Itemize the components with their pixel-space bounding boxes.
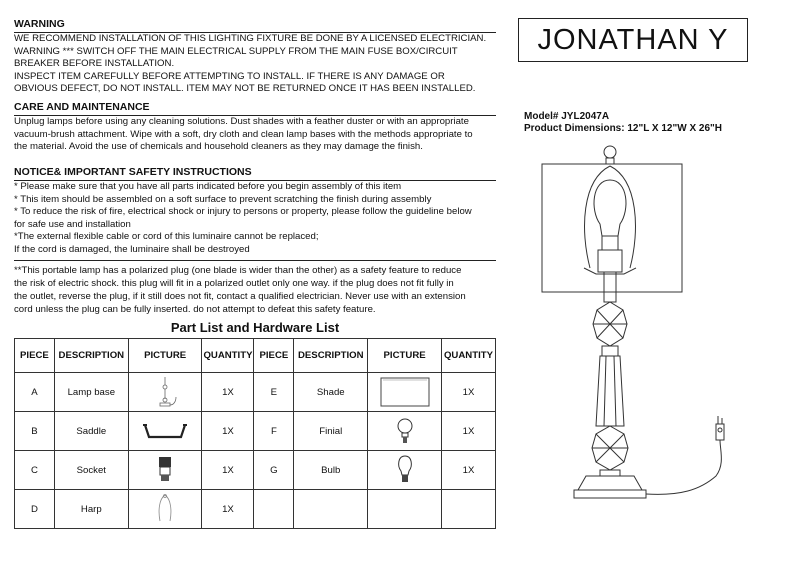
table-row [15,490,496,529]
care-line: vacuum-brush attachment. Wipe with a soft, dry cloth and clean lamp bases with the methods appropriate to [14,128,473,140]
col-header: DESCRIPTION [294,339,368,373]
plug-line: cord unless the plug can be fully inserted. do not attempt to defeat this safety feature. [14,304,376,316]
product-dimensions: Product Dimensions: 12"L X 12"W X 26"H [524,123,722,134]
warning-line: OBVIOUS DEFECT, DO NOT INSTALL. ITEM MAY NOT BE RETURNED ONCE IT HAS BEEN INSTALLED. [14,83,476,95]
table-header-row [15,339,496,373]
parts-table [14,338,496,529]
lamp-base-icon [150,375,180,409]
finial-icon [395,416,415,446]
picture-cell [368,490,442,529]
table-row [15,373,496,412]
picture-cell [128,412,202,451]
picture-cell [128,451,202,490]
description-cell: Saddle [54,412,128,451]
quantity-cell: 1X [202,451,254,490]
quantity-cell: 1X [202,373,254,412]
piece-cell: F [254,412,294,451]
warning-line: WE RECOMMEND INSTALLATION OF THIS LIGHTING FIXTURE BE DONE BY A LICENSED ELECTRICIAN. [14,33,487,44]
quantity-cell [441,490,495,529]
piece-cell [254,490,294,529]
bulb-icon [395,454,415,486]
table-row [15,451,496,490]
notice-line: * To reduce the risk of fire, electrical shock or injury to persons or property, please follow the guideline below [14,206,472,218]
picture-cell [128,490,202,529]
shade-icon [377,375,433,409]
care-section [14,101,496,154]
picture-cell [368,412,442,451]
plug-line: the outlet, reverse the plug, if it still does not fit, contact a qualified electrician. Never use with an extension [14,290,466,302]
col-header: QUANTITY [202,339,254,373]
warning-section [14,18,496,96]
quantity-cell: 1X [441,412,495,451]
lamp-illustration [520,140,760,510]
piece-cell: G [254,451,294,490]
description-cell [294,490,368,529]
model-info [524,111,722,135]
warning-heading: WARNING [14,18,496,33]
description-cell: Lamp base [54,373,128,412]
notice-line: If the cord is damaged, the luminaire shall be destroyed [14,243,250,255]
quantity-cell: 1X [202,490,254,529]
notice-line: *The external flexible cable or cord of this luminaire cannot be replaced; [14,231,319,243]
notice-section [14,166,496,316]
description-cell: Bulb [294,451,368,490]
harp-icon [155,493,175,525]
notice-line: * This item should be assembled on a soft surface to prevent scratching the finish during assembly [14,193,432,205]
picture-cell [368,451,442,490]
col-header: PIECE [15,339,55,373]
description-cell: Harp [54,490,128,529]
notice-line: for safe use and installation [14,218,131,230]
parts-table-title: Part List and Hardware List [170,320,340,335]
table-row [15,412,496,451]
plug-line: **This portable lamp has a polarized plug (one blade is wider than the other) as a safety feature to reduce [14,264,462,276]
quantity-cell: 1X [202,412,254,451]
socket-icon [155,455,175,485]
col-header: PIECE [254,339,294,373]
warning-line: WARNING *** SWITCH OFF THE MAIN ELECTRICAL SUPPLY FROM THE MAIN FUSE BOX/CIRCUIT [14,45,458,57]
saddle-icon [139,419,191,443]
piece-cell: B [15,412,55,451]
col-header: DESCRIPTION [54,339,128,373]
col-header: PICTURE [368,339,442,373]
brand-logo: JONATHAN Y [518,18,748,62]
picture-cell [128,373,202,412]
piece-cell: D [15,490,55,529]
description-cell: Finial [294,412,368,451]
piece-cell: C [15,451,55,490]
piece-cell: A [15,373,55,412]
model-number: Model# JYL2047A [524,111,610,122]
notice-heading: NOTICE& IMPORTANT SAFETY INSTRUCTIONS [14,166,496,181]
warning-line: INSPECT ITEM CAREFULLY BEFORE ATTEMPTING TO INSTALL. IF THERE IS ANY DAMAGE OR [14,70,445,82]
col-header: PICTURE [128,339,202,373]
care-heading: CARE AND MAINTENANCE [14,101,496,116]
quantity-cell: 1X [441,373,495,412]
notice-line: * Please make sure that you have all parts indicated before you begin assembly of this item [14,181,402,192]
care-line: Unplug lamps before using any cleaning solutions. Dust shades with a feather duster or with an appropriate [14,116,469,127]
quantity-cell: 1X [441,451,495,490]
description-cell: Socket [54,451,128,490]
description-cell: Shade [294,373,368,412]
col-header: QUANTITY [441,339,495,373]
warning-line: BREAKER BEFORE INSTALLATION. [14,58,175,70]
care-line: the material. Avoid the use of chemicals and household cleaners as they may damage the finish. [14,141,423,153]
picture-cell [368,373,442,412]
plug-line: the risk of electric shock. this plug will fit in a polarized outlet only one way. if the plug does not fit fully in [14,277,454,289]
piece-cell: E [254,373,294,412]
